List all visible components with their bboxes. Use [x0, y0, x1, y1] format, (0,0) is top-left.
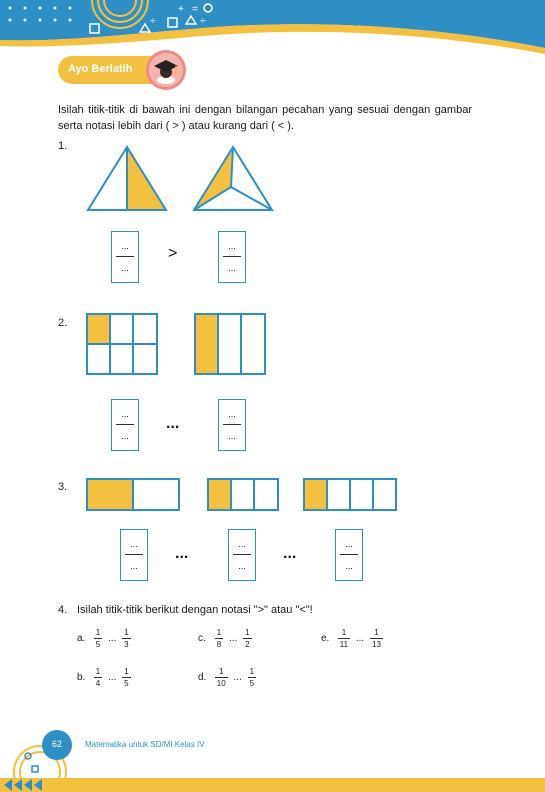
fraction-numerator: ...: [121, 409, 129, 419]
fraction: $\frac{1}{4}$: [95, 667, 101, 688]
fraction-denominator: ...: [345, 561, 353, 571]
fraction-bar: [233, 554, 251, 555]
fraction-numerator: ...: [228, 241, 236, 251]
question-4-number: 4.: [58, 604, 68, 616]
fraction-bar: [116, 256, 134, 257]
svg-text:+: +: [178, 4, 184, 15]
book-title: Matematika untuk SD/MI Kelas IV: [85, 740, 205, 749]
comparison-blank[interactable]: ...: [166, 415, 180, 432]
comparison-blank[interactable]: ...: [355, 633, 365, 644]
fraction: $\frac{1}{3}$: [124, 628, 129, 649]
graduation-cap-icon: [146, 50, 186, 90]
fraction-numerator: ...: [345, 539, 353, 549]
problem-2-grid-right: [194, 313, 266, 375]
fraction: $\frac{1}{13}$: [372, 628, 381, 649]
problem-2-grid-left: [86, 313, 158, 375]
instruction-text: Isilah titik-titik di bawah ini dengan bilangan pecahan yang sesuai dengan gambar serta notasi lebih dari ( > ) atau kurang dari ( < ).: [58, 104, 472, 132]
comparison-blank[interactable]: ...: [233, 672, 242, 683]
fraction-numerator: ...: [121, 241, 129, 251]
fraction-denominator: ...: [121, 431, 129, 441]
fraction-bar: [116, 424, 134, 425]
item-label: c.: [198, 633, 206, 644]
fraction-bar: [223, 256, 241, 257]
comparison-symbol: >: [168, 245, 178, 262]
fraction-bar: [223, 424, 241, 425]
problem-3-number: 3.: [58, 481, 68, 493]
fraction-answer-box[interactable]: [228, 529, 256, 581]
fraction-denominator: ...: [238, 561, 246, 571]
comparison-item-b: [77, 666, 131, 689]
comparison-blank[interactable]: ...: [283, 545, 297, 562]
item-label: e.: [321, 633, 330, 644]
item-label: b.: [77, 672, 86, 683]
fraction: $\frac{1}{5}$: [249, 667, 255, 688]
header-banner: [0, 0, 545, 60]
svg-text:=: =: [192, 4, 198, 15]
fraction-numerator: ...: [238, 539, 246, 549]
page-number: 62: [51, 739, 62, 749]
problem-3-bar-quarters: [303, 478, 398, 512]
comparison-item-e: [321, 627, 383, 650]
item-label: a.: [77, 633, 86, 644]
fraction-numerator: ...: [228, 409, 236, 419]
fraction: $\frac{1}{10}$: [216, 667, 226, 688]
fraction: $\frac{1}{5}$: [124, 667, 129, 688]
problem-1-triangle-right: [192, 145, 274, 213]
problem-1-number: 1.: [58, 140, 68, 152]
page-number-badge: [42, 730, 72, 760]
comparison-blank[interactable]: ...: [108, 672, 117, 683]
problem-3-bar-halves: [86, 478, 181, 512]
fraction-denominator: ...: [121, 263, 129, 273]
fraction-answer-box[interactable]: [120, 529, 148, 581]
comparison-blank[interactable]: ...: [229, 633, 238, 644]
fraction-answer-box[interactable]: [218, 399, 246, 451]
comparison-item-d: [198, 666, 256, 689]
problem-2-number: 2.: [58, 317, 68, 329]
section-title: Ayo Berlatih: [68, 63, 133, 75]
comparison-blank[interactable]: ...: [175, 545, 189, 562]
fraction-answer-box[interactable]: [218, 231, 246, 283]
problem-1-triangle-left: [86, 145, 168, 213]
fraction-bar: [340, 554, 358, 555]
question-4-prompt: Isilah titik-titik berikut dengan notasi ">" atau "<"!: [77, 604, 313, 616]
fraction: $\frac{1}{2}$: [245, 628, 250, 649]
svg-text:÷: ÷: [150, 16, 156, 27]
fraction: $\frac{1}{8}$: [216, 628, 222, 649]
back-arrows-icon: [2, 778, 46, 792]
problem-3-bar-thirds: [207, 478, 279, 512]
comparison-blank[interactable]: ...: [108, 633, 117, 644]
fraction-answer-box[interactable]: [111, 399, 139, 451]
footer-band: [0, 778, 545, 792]
fraction-answer-box[interactable]: [111, 231, 139, 283]
fraction-denominator: ...: [228, 431, 236, 441]
comparison-item-c: [198, 627, 252, 650]
fraction-answer-box[interactable]: [335, 529, 363, 581]
svg-text:÷: ÷: [200, 16, 206, 27]
fraction-denominator: ...: [228, 263, 236, 273]
fraction-numerator: ...: [130, 539, 138, 549]
item-label: d.: [198, 672, 207, 683]
fraction: $\frac{1}{11}$: [339, 628, 349, 649]
fraction-denominator: ...: [130, 561, 138, 571]
comparison-item-a: [77, 627, 131, 650]
fraction: $\frac{1}{5}$: [95, 628, 101, 649]
fraction-bar: [125, 554, 143, 555]
